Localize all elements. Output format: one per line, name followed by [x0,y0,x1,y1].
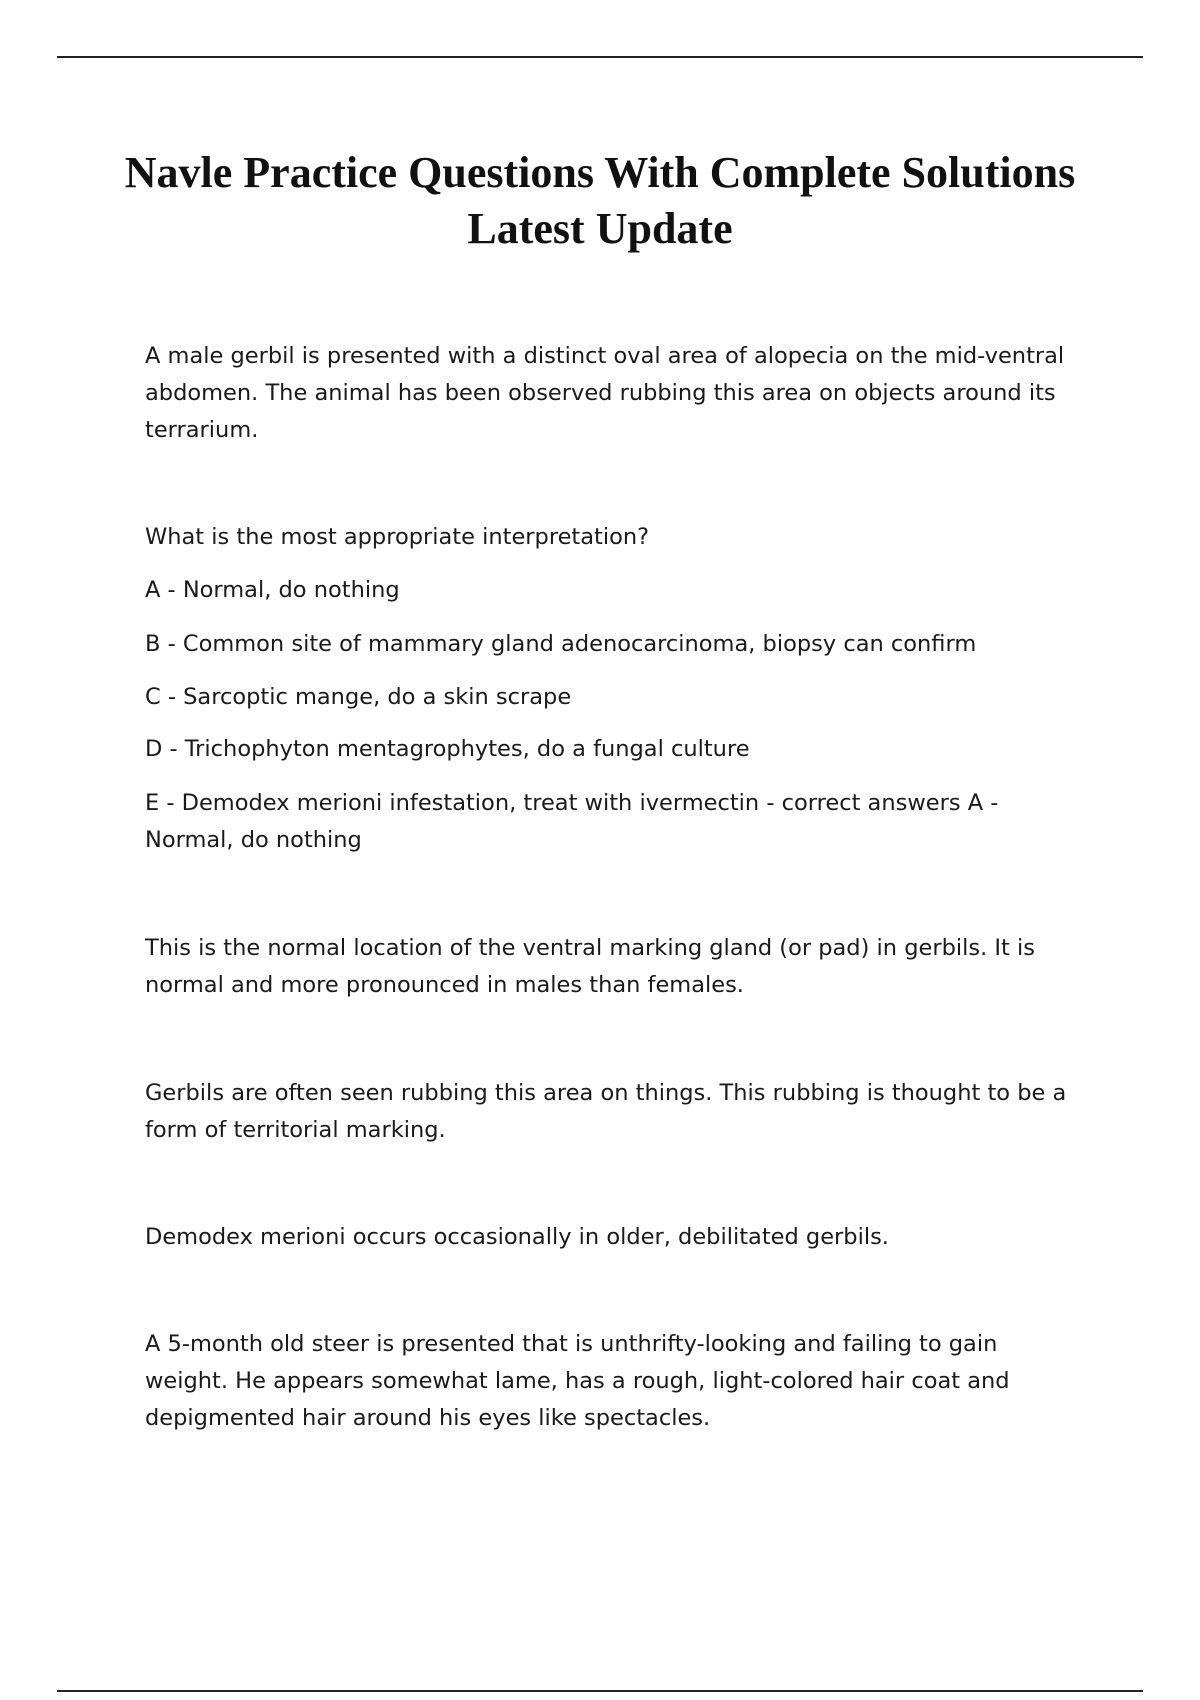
question1-prompt: What is the most appropriate interpretation? [145,524,650,550]
explanation-3: Demodex merioni occurs occasionally in older, debilitated gerbils. [145,1224,889,1250]
option-b: B - Common site of mammary gland adenocarcinoma, biopsy can confirm [145,631,977,657]
bottom-rule [57,1690,1143,1692]
explanation-1: This is the normal location of the ventral marking gland (or pad) in gerbils. It is normal and more pronounced in males than females. [145,935,1035,998]
question2-stem: A 5-month old steer is presented that is unthrifty-looking and failing to gain weight. He appears somewhat lame, has a rough, light-colored hair coat and depigmented hair around his eyes like spectacles. [145,1331,1010,1431]
explanation-2: Gerbils are often seen rubbing this area on things. This rubbing is thought to be a form of territorial marking. [145,1080,1067,1143]
option-d: D - Trichophyton mentagrophytes, do a fungal culture [145,736,750,762]
document-title: Navle Practice Questions With Complete Solutions Latest Update [124,148,1076,253]
option-a: A - Normal, do nothing [145,577,400,603]
top-rule [57,56,1143,58]
question1-stem: A male gerbil is presented with a distinct oval area of alopecia on the mid-ventral abdomen. The animal has been observed rubbing this area on objects around its terrarium. [145,343,1065,443]
option-e: E - Demodex merioni infestation, treat with ivermectin - correct answers A - Normal, do nothing [145,790,999,853]
option-c: C - Sarcoptic mange, do a skin scrape [145,684,572,710]
